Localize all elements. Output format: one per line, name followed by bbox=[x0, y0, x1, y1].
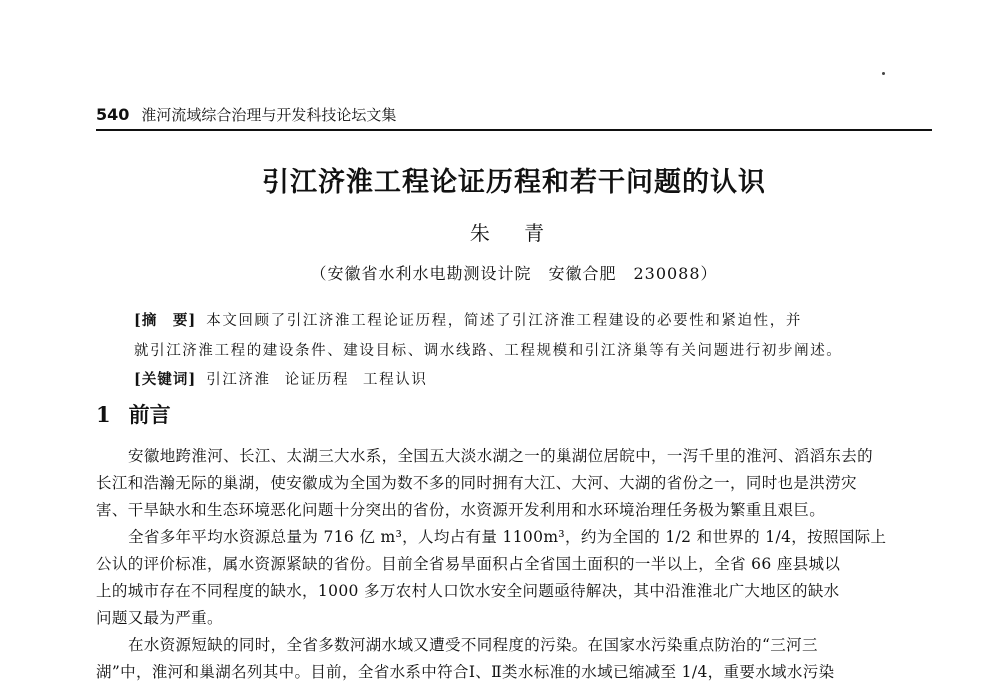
scan-speck bbox=[882, 72, 885, 75]
keyword: 论证历程 bbox=[284, 372, 350, 388]
paragraph-line: 问题又最为严重。 bbox=[96, 609, 223, 627]
abstract-line-1 bbox=[134, 309, 914, 333]
paragraph-line: 湖”中，淮河和巢湖名列其中。目前，全省水系中符合Ⅰ、Ⅱ类水标准的水域已缩减至 1/4，重要水域水污染 bbox=[96, 663, 835, 681]
running-header bbox=[96, 104, 932, 128]
abstract-text-1: 本文回顾了引江济淮工程论证历程，简述了引江济淮工程建设的必要性和紧迫性，并 bbox=[206, 313, 802, 329]
paragraph-line: 长江和浩瀚无际的巢湖，使安徽成为全国为数不多的同时拥有大江、大河、大湖的省份之一，同时也是洪涝灾 bbox=[96, 474, 857, 492]
section-number: 1 bbox=[96, 402, 111, 427]
keyword: 引江济淮 bbox=[206, 372, 271, 388]
paragraph-line: 公认的评价标准，属水资源紧缺的省份。目前全省易旱面积占全省国土面积的一半以上，全省 66 座县城以 bbox=[96, 555, 841, 573]
keyword: 工程认识 bbox=[363, 372, 428, 388]
abstract-label: [摘 要] bbox=[134, 312, 197, 329]
keywords-label: [关键词] bbox=[134, 371, 197, 388]
paragraph-line: 上的城市存在不同程度的缺水，1000 多万农村人口饮水安全问题亟待解决，其中沿淮淮北广大地区的缺水 bbox=[96, 582, 840, 600]
paragraph-line: 在水资源短缺的同时，全省多数河湖水域又遭受不同程度的污染。在国家水污染重点防治的“三河三 bbox=[128, 636, 818, 654]
abstract-text-2: 就引江济淮工程的建设条件、建设目标、调水线路、工程规模和引江济巢等有关问题进行初步阐述。 bbox=[134, 343, 843, 359]
section-heading bbox=[96, 400, 171, 430]
paragraph-line: 全省多年平均水资源总量为 716 亿 m³，人均占有量 1100m³，约为全国的 1/2 和世界的 1/4，按照国际上 bbox=[128, 528, 887, 546]
book-title: 淮河流域综合治理与开发科技论坛文集 bbox=[141, 106, 397, 124]
section-title: 前言 bbox=[128, 402, 171, 427]
paragraph-line: 害、干旱缺水和生态环境恶化问题十分突出的省份，水资源开发利用和水环境治理任务极为繁重且艰巨。 bbox=[96, 501, 826, 519]
page-number: 540 bbox=[96, 105, 130, 124]
article-title: 引江济淮工程论证历程和若干问题的认识 bbox=[262, 167, 766, 198]
keywords-line bbox=[134, 368, 914, 392]
abstract-line-2 bbox=[134, 339, 914, 363]
article-author: 朱 青 bbox=[469, 221, 559, 245]
header-rule bbox=[96, 129, 932, 131]
author-affiliation: （安徽省水利水电勘测设计院 安徽合肥 230088） bbox=[310, 264, 718, 283]
paragraph-line: 安徽地跨淮河、长江、太湖三大水系，全国五大淡水湖之一的巢湖位居皖中，一泻千里的淮河、滔滔东去的 bbox=[128, 447, 873, 465]
